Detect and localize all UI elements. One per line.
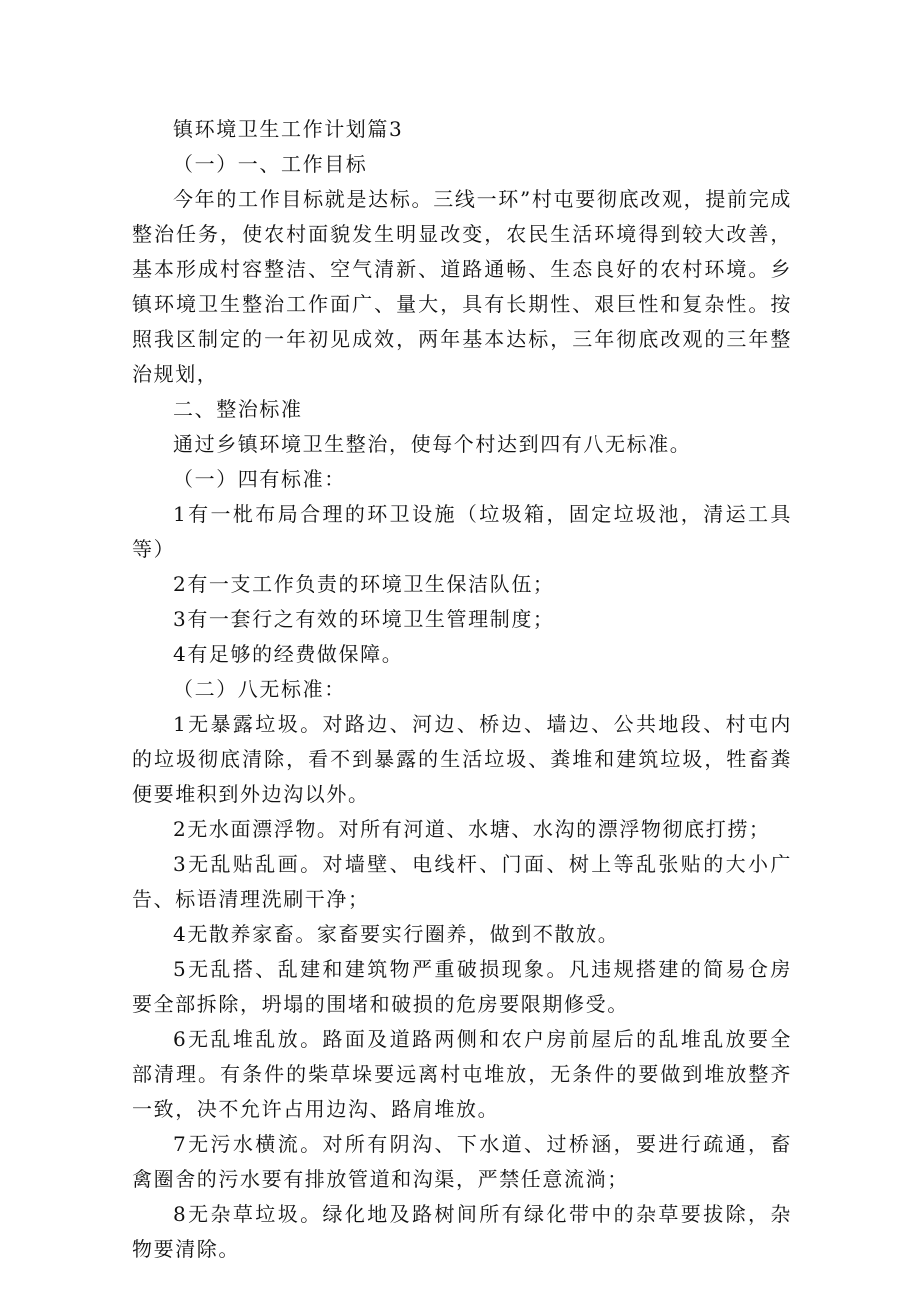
document-title: 镇环境卫生工作计划篇3 xyxy=(173,117,404,141)
list-item: 7无污水横流。对所有阴沟、下水道、过桥涵，要进行疏通，畜禽圈舍的污水要有排放管道和沟渠，严禁任意流淌； xyxy=(132,1132,792,1191)
paragraph-standards-intro: 通过乡镇环境卫生整治，使每个村达到四有八无标准。 xyxy=(173,432,692,456)
list-item: 3无乱贴乱画。对墙壁、电线杆、门面、树上等乱张贴的大小广告、标语清理洗刷干净； xyxy=(132,852,792,911)
section-heading-goals: （一）一、工作目标 xyxy=(173,152,368,176)
list-item: 1有一枇布局合理的环卫设施（垃圾箱，固定垃圾池，清运工具等） xyxy=(132,502,792,561)
list-item: 4有足够的经费做保障。 xyxy=(173,642,404,666)
list-item: 2有一支工作负责的环境卫生保洁队伍； xyxy=(173,572,555,596)
subheading-eight-nones: （二）八无标准： xyxy=(173,677,346,701)
document-body xyxy=(132,112,792,1267)
list-item: 5无乱搭、乱建和建筑物严重破损现象。凡违规搭建的简易仓房要全部拆除，坍塌的围堵和破损的危房要限期修受。 xyxy=(132,957,792,1016)
list-item: 8无杂草垃圾。绿化地及路树间所有绿化带中的杂草要拔除，杂物要清除。 xyxy=(132,1202,792,1261)
list-item: 4无散养家畜。家畜要实行圈养，做到不散放。 xyxy=(173,922,620,946)
list-item: 6无乱堆乱放。路面及道路两侧和农户房前屋后的乱堆乱放要全部清理。有条件的柴草垛要远离村屯堆放，无条件的要做到堆放整齐一致，决不允许占用边沟、路肩堆放。 xyxy=(132,1027,792,1121)
paragraph-goals: 今年的工作目标就是达标。三线一环”村屯要彻底改观，提前完成整治任务，使农村面貌发生明显改变，农民生活环境得到较大改善，基本形成村容整洁、空气清新、道路通畅、生态良好的农村环境。乡镇环境卫生整治工作面广、量大，具有长期性、艰巨性和复杂性。按照我区制定的一年初见成效，两年基本达标，三年彻底改观的三年整治规划， xyxy=(132,187,792,386)
list-item: 2无水面漂浮物。对所有河道、水塘、水沟的漂浮物彻底打捞； xyxy=(173,817,771,841)
subheading-four-haves: （一）四有标准： xyxy=(173,467,346,491)
list-item: 3有一套行之有效的环境卫生管理制度； xyxy=(173,607,555,631)
section-heading-standards: 二、整治标准 xyxy=(173,397,303,421)
list-item: 1无暴露垃圾。对路边、河边、桥边、墙边、公共地段、村屯内的垃圾彻底清除，看不到暴露的生活垃圾、粪堆和建筑垃圾，牲畜粪便要堆积到外边沟以外。 xyxy=(132,712,792,806)
